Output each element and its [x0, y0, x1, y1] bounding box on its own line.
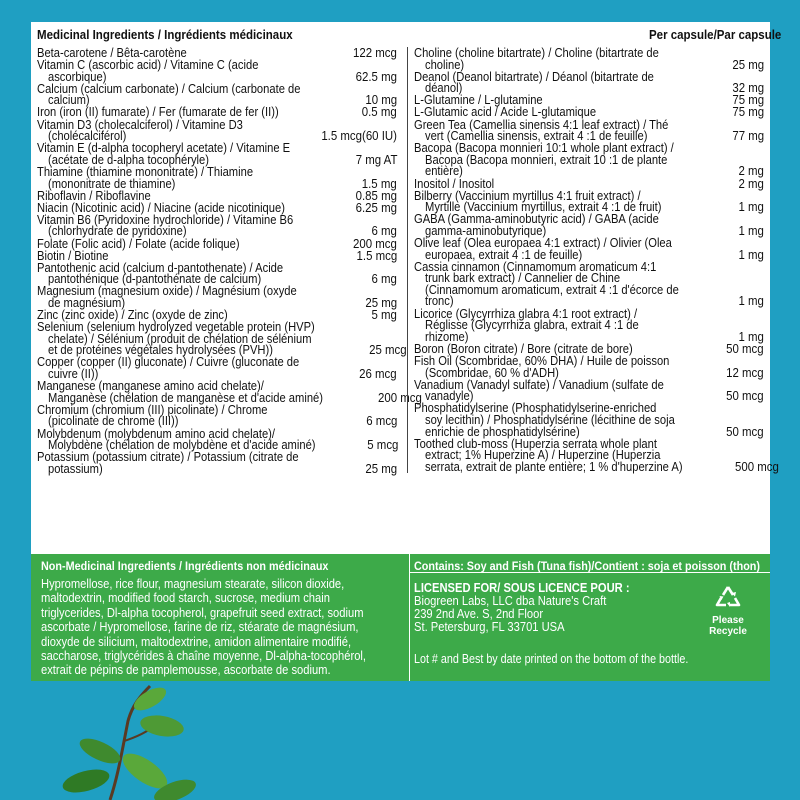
ingredient-name-line: Vanadium (Vanadyl sulfate) / Vanadium (sulfate de — [414, 376, 664, 392]
license-block — [414, 581, 665, 633]
ingredient-amount: 12 mcg — [726, 364, 764, 380]
ingredient-name-line: vert (Camellia sinensis, extrait 4 :1 de feuille) — [425, 128, 648, 144]
ingredient-name-line: Deanol (Deanol bitartrate) / Déanol (bitartrate de — [414, 68, 654, 84]
info-band — [31, 554, 770, 681]
ingredient-name-line: Molybdenum (molybdenum amino acid chelate)/ — [37, 425, 276, 441]
ingredient-name-line: de magnésium) — [48, 294, 126, 310]
ingredient-name-line: Bacopa (Bacopa monnieri 10:1 whole plant extract) / — [414, 140, 674, 156]
ingredient-name — [414, 187, 735, 215]
ingredient-amount: 25 mg — [365, 460, 397, 476]
ingredient-row — [37, 451, 397, 474]
ingredient-name-line: trunk bark extract) / Cannelier de Chine — [425, 270, 621, 286]
ingredient-amount: 1 mg — [738, 222, 764, 238]
ingredient-amount: 1 mg — [738, 199, 764, 215]
ingredient-amount: 25 mg — [732, 56, 764, 72]
ingredient-row — [414, 116, 764, 144]
ingredient-amount: 1 mg — [738, 293, 764, 309]
ingredient-name-line: Bilberry (Vaccinium myrtillus 4:1 fruit extract) / — [414, 187, 641, 203]
ingredient-name-line: rhizome) — [425, 328, 469, 344]
ingredient-row — [37, 163, 397, 191]
ingredient-name-line: pantothénique (d-pantothénate de calcium) — [48, 271, 262, 287]
ingredient-name-line: Copper (copper (II) gluconate) / Cuivre (gluconate de — [37, 354, 300, 370]
ingredient-row — [37, 259, 397, 287]
ingredient-name — [414, 213, 735, 236]
license-line: Biogreen Labs, LLC dba Nature's Craft — [414, 593, 607, 608]
non-medicinal-line: Hypromellose, rice flour, magnesium stearate, silicon dioxide, — [41, 576, 345, 591]
ingredient-name-line: L-Glutamic acid / Acide L-glutamique — [414, 104, 597, 120]
per-capsule-header: Per capsule/Par capsule — [649, 28, 782, 42]
ingredient-amount: 6.25 mg — [355, 199, 397, 215]
ingredient-amount: 1 mg — [738, 246, 764, 262]
medicinal-header: Medicinal Ingredients / Ingrédients médicinaux — [37, 28, 293, 42]
ingredient-amount: 2 mg — [738, 175, 764, 191]
ingredient-name — [37, 259, 368, 287]
ingredient-name — [37, 354, 354, 382]
ingredient-amount: 200 mcg — [353, 235, 397, 251]
ingredient-name-line: Magnesium (magnesium oxide) / Magnésium (oxyde — [37, 283, 297, 299]
ingredient-amount: 1 mg — [738, 328, 764, 344]
ingredient-name-line: Bacopa (Bacopa monnieri, extrait 10 :1 de plante — [425, 151, 668, 167]
license-header: LICENSED FOR/ SOUS LICENCE POUR : — [414, 580, 630, 595]
non-medicinal-line: triglycerides, Dl-alpha tocopherol, grapefruit seed extract, sodium — [41, 604, 364, 620]
ingredient-amount: 2 mg — [738, 163, 764, 179]
ingredient-name-line: Biotin / Biotine — [37, 247, 109, 263]
ingredient-name-line: soy lecithin) / Phosphatidylsérine (lécithine de soja — [425, 411, 675, 427]
ingredient-name — [414, 376, 721, 404]
ingredient-name-line: chelate) / Sélénium (produit de chélation de sélénium — [48, 330, 312, 346]
non-medicinal-header: Non-Medicinal Ingredients / Ingrédients non médicinaux — [41, 559, 329, 573]
ingredient-name-line: L-Glutamine / L-glutamine — [414, 92, 543, 108]
ingredient-name — [414, 352, 721, 380]
ingredient-amount: 25 mg — [365, 294, 397, 310]
ingredient-name — [37, 401, 362, 429]
ingredient-name-line: Niacin (Nicotinic acid) / Niacine (acide nicotinique) — [37, 199, 285, 215]
medicinal-column-right — [414, 45, 779, 474]
ingredient-name — [37, 451, 361, 474]
ingredient-name-line: Potassium (potassium citrate) / Potassium (citrate de — [37, 449, 299, 465]
ingredient-row — [37, 142, 397, 165]
ingredient-name-line: Thiamine (thiamine mononitrate) / Thiamine — [37, 163, 254, 179]
ingredient-name-line: (acétate de d-alpha tocophéryle) — [48, 151, 209, 167]
ingredient-name-line: Manganese (manganese amino acid chelate)/ — [37, 378, 264, 394]
ingredient-row — [414, 376, 764, 404]
ingredient-row — [414, 47, 764, 70]
ingredient-name-line: potassium) — [48, 460, 103, 476]
ingredient-name — [37, 59, 350, 82]
non-medicinal-line: saccharose, triglycérides à chaîne moyenne, Dl-alpha-tocophérol, — [41, 648, 367, 664]
ingredient-name-line: Selenium (selenium hydrolyzed vegetable protein (HVP) — [37, 319, 315, 335]
ingredient-name — [37, 116, 311, 144]
ingredient-amount: 10 mg — [365, 92, 397, 108]
ingredient-row — [37, 425, 399, 453]
ingredient-name-line: calcium) — [48, 92, 90, 108]
ingredient-amount: 122 mcg — [353, 45, 397, 60]
ingredient-name-line: Vitamin D3 (cholecalciferol) / Vitamine D3 — [37, 116, 243, 132]
ingredient-name-line: Myrtille (Vaccinium myrtillus, extrait 4 :1 de fruit) — [425, 199, 662, 215]
ingredient-name-line: extract; 1% Huperzine A) / Huperzine (Huperzia — [425, 447, 661, 463]
ingredient-amount: 75 mg — [732, 92, 764, 108]
ingredient-amount: 25 mcg — [369, 342, 407, 358]
ingredient-amount: 77 mg — [732, 128, 764, 144]
ingredient-row — [414, 213, 764, 236]
ingredient-name-line: Vitamin E (d-alpha tocopheryl acetate) / Vitamine E — [37, 140, 291, 156]
ingredient-name-line: tronc) — [425, 293, 454, 309]
ingredient-name — [37, 425, 363, 453]
ingredient-row — [414, 402, 764, 437]
ingredient-name-line: Olive leaf (Olea europaea 4:1 extract) / Olivier (Olea — [414, 235, 672, 250]
ingredient-row — [414, 142, 764, 177]
ingredient-row — [37, 378, 422, 405]
ingredient-name — [414, 116, 728, 144]
lot-note: Lot # and Best by date printed on the bottom of the bottle. — [414, 652, 689, 666]
ingredient-row — [37, 354, 397, 382]
ingredient-name-line: Manganèse (chélation de manganèse et d'acide aminé) — [48, 389, 323, 405]
ingredient-name — [37, 211, 368, 239]
ingredient-name-line: Iron (iron (II) fumarate) / Fer (fumarate de fer (II)) — [37, 104, 279, 120]
ingredient-name-line: Toothed club-moss (Huperzia serrata whole plant — [414, 435, 657, 451]
ingredient-name-line: serrata, extrait de plante entière; 1 % d'huperzine A) — [425, 458, 683, 474]
ingredient-name — [414, 258, 735, 309]
ingredient-name — [414, 142, 735, 177]
ingredient-name-line: Folate (Folic acid) / Folate (acide folique) — [37, 235, 240, 251]
ingredient-name — [414, 402, 721, 437]
ingredient-name-line: cuivre (II)) — [48, 366, 99, 382]
ingredient-name — [37, 285, 361, 308]
ingredient-name-line: gamma-aminobutyrique) — [425, 222, 547, 238]
ingredient-name-line: (cholécalciférol) — [48, 128, 127, 144]
ingredient-name-line: Cassia cinnamon (Cinnamomum aromaticum 4:1 — [414, 258, 657, 274]
ingredient-row — [414, 352, 764, 380]
ingredient-amount: 50 mcg — [726, 340, 764, 356]
recycle-badge — [703, 584, 753, 637]
ingredient-name — [414, 68, 728, 96]
ingredient-row — [37, 319, 407, 358]
ingredient-name-line: (mononitrate de thiamine) — [48, 175, 176, 191]
ingredient-amount: 7 mg AT — [355, 151, 397, 167]
ingredient-amount: 32 mg — [732, 80, 764, 96]
ingredient-name-line: déanol) — [425, 80, 463, 96]
ingredient-name-line: Pantothenic acid (calcium d-pantothenate) / Acide — [37, 259, 284, 275]
ingredient-name-line: ascorbique) — [48, 68, 107, 84]
recycle-icon — [715, 584, 741, 610]
ingredient-name-line: Green Tea (Camellia sinensis 4:1 leaf extract) / Thé — [414, 116, 669, 132]
ingredient-name-line: choline) — [425, 56, 465, 72]
ingredient-panel — [31, 22, 782, 554]
ingredient-row — [37, 285, 397, 308]
ingredient-amount: 62.5 mg — [355, 68, 397, 84]
ingredient-name-line: Inositol / Inositol — [414, 175, 495, 191]
ingredient-row — [37, 211, 397, 239]
ingredient-name — [37, 142, 350, 165]
ingredient-amount: 200 mcg — [377, 389, 422, 405]
ingredient-row — [37, 59, 397, 82]
ingredient-name-line: Molybdène (chélation de molybdène et d'acide aminé) — [48, 437, 316, 453]
ingredient-name-line: Calcium (calcium carbonate) / Calcium (carbonate de — [37, 80, 301, 96]
medicinal-column-left — [37, 45, 422, 476]
ingredient-name — [414, 305, 735, 344]
ingredient-name-line: Zinc (zinc oxide) / Zinc (oxyde de zinc) — [37, 307, 228, 323]
ingredient-name-line: Riboflavin / Riboflavine — [37, 187, 151, 203]
ingredient-row — [414, 187, 764, 215]
ingredient-name-line: Boron (Boron citrate) / Bore (citrate de bore) — [414, 340, 633, 356]
ingredient-amount: 6 mg — [371, 223, 397, 239]
ingredient-name — [37, 80, 361, 108]
ingredient-name-line: Réglisse (Glycyrrhiza glabra, extrait 4 :1 de — [425, 317, 639, 333]
non-medicinal-line: dioxyde de silicium, maltodextrine, amidon alimentaire modifié, — [41, 633, 352, 649]
ingredient-name-line: et de protéines végétales hydrolysées (PVH)) — [48, 342, 273, 358]
ingredient-amount: 6 mg — [371, 271, 397, 287]
license-line: St. Petersburg, FL 33701 USA — [414, 619, 565, 634]
ingredient-row — [414, 68, 764, 96]
ingredient-name — [37, 321, 364, 356]
non-medicinal-text — [41, 577, 441, 678]
ingredient-amount: 26 mcg — [359, 366, 397, 382]
ingredient-amount: 1.5 mcg — [356, 247, 397, 263]
ingredient-amount: 6 mcg — [365, 413, 397, 429]
leaf-branch-illustration — [0, 681, 260, 800]
non-medicinal-line: maltodextrin, modified food starch, sucrose, medium chain — [41, 590, 330, 606]
ingredient-name — [414, 435, 729, 474]
ingredient-row — [414, 305, 764, 344]
ingredient-name-line: Beta-carotene / Bêta-carotène — [37, 45, 187, 60]
non-medicinal-line: extrait de pépins de pamplemousse, ascorbate de sodium. — [41, 662, 331, 678]
ingredient-name-line: Vitamin B6 (Pyridoxine hydrochloride) / Vitamine B6 — [37, 211, 294, 227]
allergen-statement: Contains: Soy and Fish (Tuna fish)/Contient : soja et poisson (thon) — [414, 559, 760, 573]
non-medicinal-line: ascorbate / Hypromellose, farine de riz, stéarate de magnésium, — [41, 619, 359, 635]
ingredient-amount: 75 mg — [732, 104, 764, 120]
license-line: 239 2nd Ave. S, 2nd Floor — [414, 606, 544, 621]
ingredient-row — [37, 80, 397, 108]
ingredient-row — [37, 401, 397, 429]
ingredient-name — [414, 47, 728, 70]
ingredient-amount: 50 mcg — [726, 423, 764, 439]
recycle-label-2: Recycle — [709, 626, 747, 637]
ingredient-name-line: (Cinnamomum aromaticum, extrait 4 :1 d'écorce de — [425, 281, 679, 297]
ingredient-row — [414, 258, 764, 309]
ingredient-name-line: Vitamin C (ascorbic acid) / Vitamine C (acide — [37, 57, 259, 73]
band-divider — [409, 554, 410, 681]
ingredient-name-line: Licorice (Glycyrrhiza glabra 4:1 root extract) / — [414, 305, 638, 321]
ingredient-name-line: GABA (Gamma-aminobutyric acid) / GABA (acide — [414, 211, 659, 227]
ingredient-row — [414, 237, 764, 260]
ingredient-row — [414, 435, 779, 474]
ingredient-name-line: Chromium (chromium (III) picolinate) / Chrome — [37, 401, 268, 417]
ingredient-amount: 5 mg — [371, 307, 397, 323]
ingredient-name-line: (Scombridae, 60 % d'ADH) — [425, 364, 559, 380]
ingredient-amount: 1.5 mg — [362, 175, 397, 191]
ingredient-name-line: enrichie de phosphatidylsérine) — [425, 423, 580, 439]
ingredient-name-line: (chlorhydrate de pyridoxine) — [48, 223, 187, 239]
ingredient-name — [414, 237, 735, 260]
ingredient-name-line: entière) — [425, 163, 463, 179]
ingredient-amount: 1.5 mcg(60 IU) — [321, 128, 397, 144]
ingredient-amount: 0.85 mg — [355, 187, 397, 203]
recycle-label-1: Please — [712, 615, 744, 626]
ingredient-amount: 50 mcg — [726, 388, 764, 404]
ingredient-name-line: Choline (choline bitartrate) / Choline (bitartrate de — [414, 45, 659, 60]
ingredient-name-line: europaea, extrait 4 :1 de feuille) — [425, 246, 583, 262]
ingredient-name-line: (picolinate de chrome (III)) — [48, 413, 179, 429]
ingredient-name-line: Phosphatidylserine (Phosphatidylserine-enriched — [414, 400, 657, 416]
ingredient-amount: 5 mcg — [367, 437, 399, 453]
ingredient-row — [37, 116, 397, 144]
ingredient-name-line: Fish Oil (Scombridae, 60% DHA) / Huile de poisson — [414, 352, 670, 368]
ingredient-name-line: vanadyle) — [425, 388, 474, 404]
ingredient-amount: 500 mcg — [734, 458, 779, 474]
ingredient-name — [37, 163, 357, 191]
ingredient-name — [37, 380, 372, 403]
ingredient-amount: 0.5 mg — [362, 104, 397, 120]
